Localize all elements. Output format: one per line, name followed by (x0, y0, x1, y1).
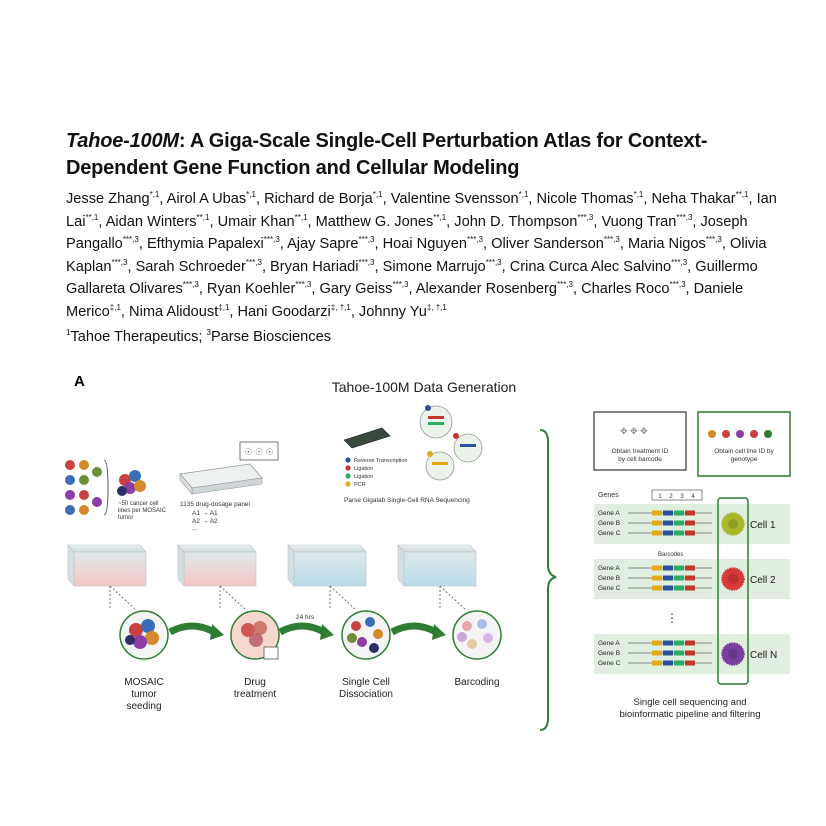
cell-lines-grid (65, 460, 108, 515)
author-name: Richard de Borja (264, 191, 373, 207)
barcode-segment (685, 511, 695, 516)
cell-label: Cell 1 (750, 520, 776, 531)
legend-dot (345, 465, 350, 470)
author-affiliation-marker: **,1 (294, 212, 308, 222)
arrow-icon (392, 626, 436, 632)
barcode-segment (685, 651, 695, 656)
author-name: Bryan Hariadi (270, 258, 359, 275)
author-name: Matthew G. Jones (315, 213, 434, 230)
drug-map: A2 → A2 (192, 518, 218, 525)
author-name: Alexander Rosenberg (415, 281, 557, 297)
barcode-segment (652, 521, 662, 526)
author-affiliation-marker: ***,3 (358, 257, 375, 267)
barcode-segment (685, 521, 695, 526)
drug-panel-label: 1135 drug-dosage panel (180, 501, 250, 508)
author-affiliation-marker: ‡,1 (218, 302, 230, 312)
barcode-segment (652, 586, 662, 591)
time-label: 24 hrs (296, 614, 315, 621)
author-affiliation-marker: ***,3 (245, 257, 262, 267)
cell-row (594, 504, 790, 544)
author-name: Vuong Tran (601, 213, 677, 230)
barcode-segment (663, 576, 673, 581)
figure-panel-a (52, 370, 792, 740)
author-affiliation-marker: ***,3 (182, 280, 199, 290)
barcode-numbers (652, 490, 702, 500)
barcode-segment (685, 566, 695, 571)
barcode-segment (674, 511, 684, 516)
author-affiliation-marker: ***,3 (122, 235, 139, 245)
author-affiliation-marker: ***,3 (577, 212, 594, 222)
author-affiliation-marker: ‡,1 (109, 302, 121, 312)
author-affiliation-marker: ***,3 (676, 212, 693, 222)
author-affiliation-marker: *,1 (633, 190, 644, 200)
title-italic: Tahoe-100M (66, 130, 179, 152)
footer-caption: Single cell sequencing and (633, 697, 747, 708)
barcode-segment (663, 641, 673, 646)
legend-label: Ligation (354, 474, 374, 480)
affiliations: $^1$Tahoe Therapeutics; $^3$Parse Biosciences (66, 328, 331, 345)
author-name: Aidan Winters (105, 213, 197, 230)
barcode-segment (674, 531, 684, 536)
author-affiliation-marker: *,1 (372, 190, 383, 200)
treatment-box-text: by cell barcode (618, 456, 662, 463)
gene-label: Gene C (598, 530, 621, 537)
cellline-box-text: genotype (730, 456, 758, 463)
gene-label: Gene B (598, 650, 621, 657)
cell-rows (594, 504, 790, 674)
cell-lines-note: lines per MOSAIC (118, 508, 167, 514)
author-name: Ryan Koehler (206, 281, 296, 297)
drug-map: A1 → A1 (192, 510, 218, 517)
barcode-segment (652, 511, 662, 516)
gene-label: Gene A (598, 510, 620, 517)
author-affiliation-marker: ***,3 (295, 280, 312, 290)
author-name: Crina Curca Alec Salvino (509, 258, 672, 275)
barcode-segment (674, 521, 684, 526)
author-affiliation-marker: ***,3 (556, 280, 573, 290)
step-label: treatment (233, 689, 277, 700)
author-name: Valentine Svensson (390, 191, 519, 207)
barcode-segment (663, 661, 673, 666)
author-name: Nicole Thomas (536, 191, 634, 207)
barcode-segment (652, 531, 662, 536)
barcodes-label: Barcodes (658, 552, 684, 558)
barcode-segment (674, 641, 684, 646)
well-plates-row (68, 545, 476, 610)
vertical-ellipsis: ⋮ (666, 611, 678, 625)
barcode-segment (663, 531, 673, 536)
author-affiliation-marker: ***,3 (485, 257, 502, 267)
paper-title (66, 128, 766, 182)
step-label: seeding (126, 701, 162, 712)
barcode-number: 1 (658, 494, 662, 500)
arrow-icon (280, 626, 324, 632)
footer-caption: bioinformatic pipeline and filtering (619, 709, 761, 720)
affiliation-name: Parse Biosciences (210, 328, 331, 345)
title-rest: : A Giga-Scale Single-Cell Perturbation Atlas for Context-Dependent Gene Function and Cellular Modeling (66, 130, 708, 179)
author-name: Ian Lai (66, 191, 777, 230)
author-affiliation-marker: ***,3 (603, 235, 620, 245)
well-plate-icon (178, 545, 256, 610)
barcode-segment (685, 586, 695, 591)
step-label: Barcoding (454, 677, 500, 688)
step-labels (124, 677, 499, 712)
cell-row (594, 552, 790, 599)
legend-dot (345, 457, 350, 462)
barcode-segment (674, 566, 684, 571)
gene-label: Gene A (598, 565, 620, 572)
author-affiliation-marker: ***,3 (671, 257, 688, 267)
step-circle-barcoding (453, 611, 501, 659)
barcode-segment (674, 661, 684, 666)
barcode-segment (685, 531, 695, 536)
cell-lines-note: ~50 cancer cell (118, 501, 159, 507)
legend-label: Reverse Transcription (354, 458, 408, 464)
author-affiliation-marker: ***,3 (669, 280, 686, 290)
author-name: Charles Roco (581, 281, 670, 297)
author-affiliation-marker: ***,3 (705, 235, 722, 245)
author-name: John D. Thompson (454, 213, 578, 230)
genes-header: Genes (598, 492, 619, 499)
step-label: MOSAIC (124, 677, 164, 688)
panel-label: A (74, 373, 85, 390)
mosaic-cluster-icon (117, 470, 146, 496)
author-name: Jesse Zhang (66, 191, 150, 207)
author-affiliation-marker: ***,3 (358, 235, 375, 245)
author-name: Hoai Nguyen (382, 236, 467, 252)
barcode-segment (652, 661, 662, 666)
gene-label: Gene A (598, 640, 620, 647)
cellline-id-box (698, 412, 790, 476)
author-name: Neha Thakar (651, 191, 736, 207)
author-affiliation-marker: *,1 (149, 190, 160, 200)
author-name: Ajay Sapre (287, 236, 359, 252)
affiliation-marker: 1 (66, 328, 71, 337)
barcode-segment (674, 651, 684, 656)
barcode-number: 4 (691, 494, 695, 500)
author-name: Guillermo Gallareta Olivares (66, 258, 758, 297)
legend-dot (345, 481, 350, 486)
barcode-segment (652, 576, 662, 581)
affiliation-marker: 3 (206, 328, 211, 337)
author-name: Simone Marrujo (382, 258, 486, 275)
author-affiliation-marker: **,1 (196, 212, 210, 222)
arrow-icon (170, 626, 214, 632)
author-affiliation-marker: *,1 (518, 190, 529, 200)
svg-text:☉ ☉ ☉: ☉ ☉ ☉ (244, 447, 274, 457)
barcode-segment (652, 651, 662, 656)
author-affiliation-marker: **,1 (433, 212, 447, 222)
barcode-number: 2 (669, 494, 673, 500)
cell-row (594, 634, 790, 674)
author-name: Maria Nigos (627, 236, 706, 252)
curly-bracket (540, 430, 556, 730)
barcode-segment (663, 586, 673, 591)
barcode-segment (674, 586, 684, 591)
well-plate-icon (288, 545, 366, 610)
author-affiliation-marker: ***,3 (392, 280, 409, 290)
barcode-segment (685, 641, 695, 646)
author-affiliation-marker: ‡, †,1 (330, 302, 351, 312)
gene-label: Gene B (598, 520, 621, 527)
sequencing-caption: Parse Gigalab Single-Cell RNA Sequencing (344, 497, 470, 504)
barcode-number: 3 (680, 494, 684, 500)
treatment-molecule-icon: ✥ ✥ ✥ (620, 426, 648, 436)
step-circle-dissociation (342, 611, 390, 659)
barcode-segment (685, 661, 695, 666)
arrow-icon (210, 624, 224, 640)
author-name: Efthymia Papalexi (146, 236, 264, 252)
legend-dot (345, 473, 350, 478)
step-label: Dissociation (339, 689, 393, 700)
gene-label: Gene C (598, 660, 621, 667)
cell-label: Cell 2 (750, 575, 776, 586)
drug-panel-plate-icon (180, 442, 278, 494)
drug-map: ... (192, 525, 198, 532)
arrow-icon (320, 624, 334, 640)
author-name: Umair Khan (217, 213, 295, 230)
author-name: Gary Geiss (319, 281, 393, 297)
barcode-segment (685, 576, 695, 581)
step-label: tumor (131, 689, 157, 700)
sequencing-legend (345, 457, 407, 488)
gene-label: Gene C (598, 585, 621, 592)
legend-label: Ligation (354, 466, 374, 472)
cellline-box-text: Obtain cell line ID by (714, 448, 774, 455)
barcode-segment (652, 566, 662, 571)
author-name: Sarah Schroeder (135, 258, 246, 275)
barcode-segment (663, 521, 673, 526)
author-list: Jesse Zhang$^{*,1}$, Airol A Ubas$^{*,1}$, Richard de Borja$^{*,1}$, Valentine Svensson$^{*,1}$, Nicole Thomas$^{*,1}$, Neha Thakar$^{**,1}$, Ian Lai$^{**,1}$, Aidan Winters$^{**,1}$, Umair Khan$^{**,1}$, Matthew G. Jones$^{**,1}$, John D. Thompson$^{***,3}$, Vuong Tran$^{***,3}$, Joseph Pangallo$^{***,3}$, Efthymia Papalexi$^{***,3}$, Ajay Sapre$^{***,3}$, Hoai Nguyen$^{***,3}$, Oliver Sanderson$^{***,3}$, Maria Nigos$^{***,3}$, Olivia Kaplan$^{***,3}$, Sarah Schroeder$^{***,3}$, Bryan Hariadi$^{***,3}$, Simone Marrujo$^{***,3}$, Crina Curca Alec Salvino$^{***,3}$, Guillermo Gallareta Olivares$^{***,3}$, Ryan Koehler$^{***,3}$, Gary Geiss$^{***,3}$, Alexander Rosenberg$^{***,3}$, Charles Roco$^{***,3}$, Daniele Merico$^{\ddagger,1}$, Nima Alidoust$^{\ddagger,1}$, Hani Goodarzi$^{\ddagger, \dagger,1}$, Johnny $Yu^{\ddagger, \dagger,1}$ (66, 190, 777, 320)
author-name: Hani Goodarzi (237, 303, 331, 320)
author-affiliation-marker: *,1 (246, 190, 256, 200)
author-name: Olivia Kaplan (66, 236, 767, 275)
step-label: Drug (244, 677, 266, 688)
barcode-segment (663, 511, 673, 516)
legend-label: PCR (354, 482, 366, 488)
author-affiliation-marker: ***,3 (466, 235, 483, 245)
author-affiliation-marker: **,1 (735, 190, 749, 200)
treatment-box-text: Obtain treatment ID (611, 448, 669, 455)
author-name: Oliver Sanderson (491, 236, 604, 252)
author-name: Johnny Yu (358, 303, 427, 320)
author-name: Joseph Pangallo (66, 213, 748, 252)
cell-label: Cell N (750, 650, 778, 661)
barcode-segment (663, 651, 673, 656)
step-circle-seeding (120, 611, 168, 659)
barcode-segment (663, 566, 673, 571)
affiliation-name: Tahoe Therapeutics (70, 328, 199, 345)
barcode-segment (652, 641, 662, 646)
author-name: Nima Alidoust (129, 303, 219, 320)
step-label: Single Cell (342, 677, 390, 688)
step-circle-drug (231, 611, 279, 659)
author-name: Airol A Ubas (166, 191, 247, 207)
well-plate-icon (398, 545, 476, 610)
author-affiliation-marker: **,1 (85, 212, 99, 222)
barcode-segment (674, 576, 684, 581)
well-plate-icon (68, 545, 146, 610)
arrow-icon (432, 624, 446, 640)
author-name: Daniele Merico (66, 281, 744, 320)
cell-lines-note: tumor (118, 515, 134, 521)
author-affiliation-marker: ***,3 (111, 257, 128, 267)
figure-heading: Tahoe-100M Data Generation (331, 379, 517, 395)
author-affiliation-marker: ‡, †,1 (426, 302, 447, 312)
gene-label: Gene B (598, 575, 621, 582)
author-affiliation-marker: ***,3 (263, 235, 280, 245)
